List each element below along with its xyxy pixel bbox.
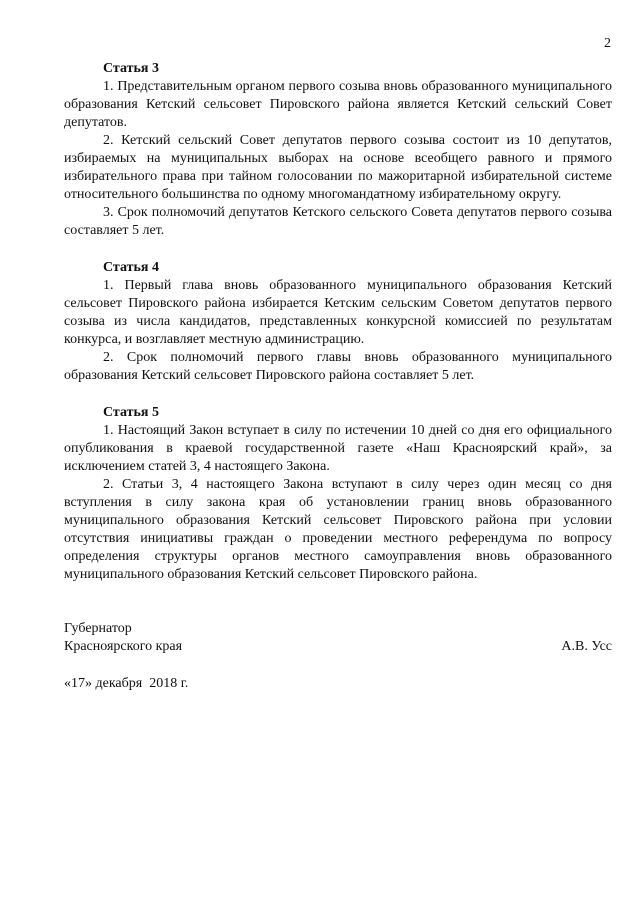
paragraph: 2. Статьи 3, 4 настоящего Закона вступают в силу через один месяц со дня вступления в силу закона края об установлении границ вновь образованного муниципального образования Кетский сельсовет Пировского района при условии отсутствия инициативы граждан о проведении местного референдума по вопросу определения структуры органов местного самоуправления вновь образованного муниципального образования Кетский сельсовет Пировского района. [64,477,612,582]
document-body [64,60,612,603]
document-date: «17» декабря 2018 г. [64,676,189,691]
article-4 [64,259,612,385]
paragraph: 2. Срок полномочий первого главы вновь образованного муниципального образования Кетский сельсовет Пировского района составляет 5 лет. [64,350,612,383]
article-3 [64,60,612,240]
article-heading: Статья 4 [103,260,159,275]
paragraph: 1. Первый глава вновь образованного муниципального образования Кетский сельсовет Пировского района избирается Кетским сельским Советом депутатов первого созыва из числа кандидатов, представленных конкурсной комиссией по результатам конкурса, и возглавляет местную администрацию. [64,278,612,347]
page-number: 2 [604,36,611,51]
paragraph: 1. Представительным органом первого созыва вновь образованного муниципального образования Кетский сельсовет Пировского района является Кетский сельский Совет депутатов. [64,79,612,130]
article-5 [64,404,612,584]
signature-row [64,638,612,656]
signature-block [64,620,612,656]
paragraph: 3. Срок полномочий депутатов Кетского сельского Совета депутатов первого созыва составляет 5 лет. [64,205,612,238]
signer-title-line2: Красноярского края [64,639,183,654]
article-heading: Статья 3 [103,61,159,76]
article-heading: Статья 5 [103,405,159,420]
signer-name: А.В. Усс [561,639,612,654]
paragraph: 1. Настоящий Закон вступает в силу по истечении 10 дней со дня его официального опубликования в краевой государственной газете «Наш Красноярский край», за исключением статей 3, 4 настоящего Закона. [64,423,612,474]
paragraph: 2. Кетский сельский Совет депутатов первого созыва состоит из 10 депутатов, избираемых на муниципальных выборах на основе всеобщего равного и прямого избирательного права при тайном голосовании по мажоритарной избирательной системе относительного большинства по одному многомандатному избирательному округу. [64,133,612,202]
signer-title-line1: Губернатор [64,621,132,636]
